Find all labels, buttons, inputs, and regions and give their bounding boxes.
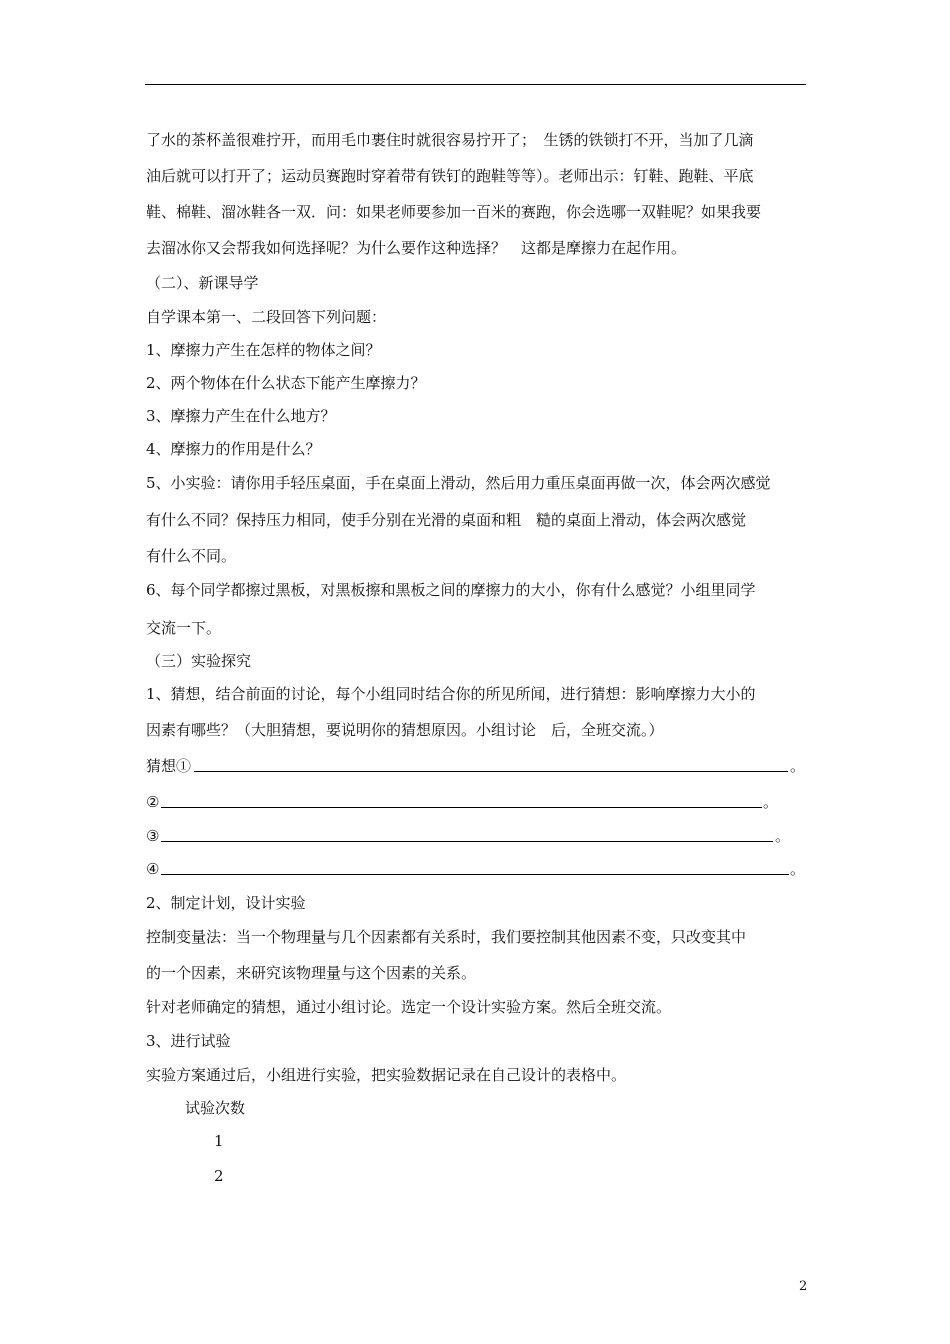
guess-blank-3[interactable]: [161, 841, 773, 842]
guess-end: 。: [763, 793, 779, 811]
guess-end: 。: [790, 860, 806, 878]
header-rule: [145, 84, 806, 85]
guess-end: 。: [775, 827, 791, 845]
section-heading: （三）实验探究: [146, 652, 252, 670]
paragraph-line: 有什么不同？保持压力相同，使手分别在光滑的桌面和粗 糙的桌面上滑动，体会两次感觉: [146, 511, 747, 529]
question-item: 4、摩擦力的作用是什么？: [146, 440, 321, 458]
question-item: 2、两个物体在什么状态下能产生摩擦力？: [146, 374, 426, 392]
guess-blank-1[interactable]: [194, 771, 788, 772]
paragraph-line: 交流一下。: [146, 619, 222, 637]
section-heading: 3、进行试验: [146, 1032, 231, 1050]
paragraph-line: 的一个因素，来研究该物理量与这个因素的关系。: [146, 964, 477, 982]
table-row: 1: [214, 1132, 224, 1150]
question-item: 6、每个同学都擦过黑板，对黑板擦和黑板之间的摩擦力的大小，你有什么感觉？小组里同学: [146, 581, 756, 599]
paragraph-line: 因素有哪些？（大胆猜想，要说明你的猜想原因。小组讨论 后，全班交流。）: [146, 721, 664, 739]
table-row: 2: [214, 1167, 224, 1185]
paragraph-line: 了水的茶杯盖很难拧开，而用毛巾裹住时就很容易拧开了； 生锈的铁锁打不开，当加了几滴: [146, 131, 754, 149]
guess-label: ②: [146, 793, 160, 811]
question-item: 1、猜想，结合前面的讨论，每个小组同时结合你的所见所闻，进行猜想：影响摩擦力大小的: [146, 685, 756, 703]
page-number: 2: [799, 1279, 808, 1294]
guess-label: ③: [146, 827, 160, 845]
guess-end: 。: [790, 757, 806, 775]
question-item: 3、摩擦力产生在什么地方？: [146, 407, 336, 425]
section-heading: 2、制定计划，设计实验: [146, 894, 306, 912]
question-item: 5、小实验：请你用手轻压桌面，手在桌面上滑动，然后用力重压桌面再做一次，体会两次感觉: [146, 474, 771, 492]
section-heading: （二）、新课导学: [146, 274, 259, 292]
paragraph-line: 有什么不同。: [146, 547, 237, 565]
paragraph-line: 鞋、棉鞋、溜冰鞋各一双．问：如果老师要参加一百米的赛跑，你会选哪一双鞋呢？如果我要: [146, 203, 762, 221]
paragraph-line: 针对老师确定的猜想，通过小组讨论。选定一个设计实验方案。然后全班交流。: [146, 998, 672, 1016]
paragraph-line: 控制变量法：当一个物理量与几个因素都有关系时，我们要控制其他因素不变，只改变其中: [146, 928, 747, 946]
question-item: 1、摩擦力产生在怎样的物体之间？: [146, 341, 381, 359]
paragraph-line: 去溜冰你又会帮我如何选择呢？为什么要作这种选择？ 这都是摩擦力在起作用。: [146, 239, 687, 257]
guess-label: 猜想①: [146, 757, 192, 775]
paragraph-line: 自学课本第一、二段回答下列问题：: [146, 308, 387, 326]
guess-label: ④: [146, 860, 160, 878]
paragraph-line: 实验方案通过后，小组进行实验，把实验数据记录在自己设计的表格中。: [146, 1066, 627, 1084]
table-header: 试验次数: [185, 1099, 246, 1117]
paragraph-line: 油后就可以打开了；运动员赛跑时穿着带有铁钉的跑鞋等等）。老师出示：钉鞋、跑鞋、平底: [146, 167, 754, 185]
guess-blank-2[interactable]: [161, 807, 762, 808]
guess-blank-4[interactable]: [161, 874, 789, 875]
